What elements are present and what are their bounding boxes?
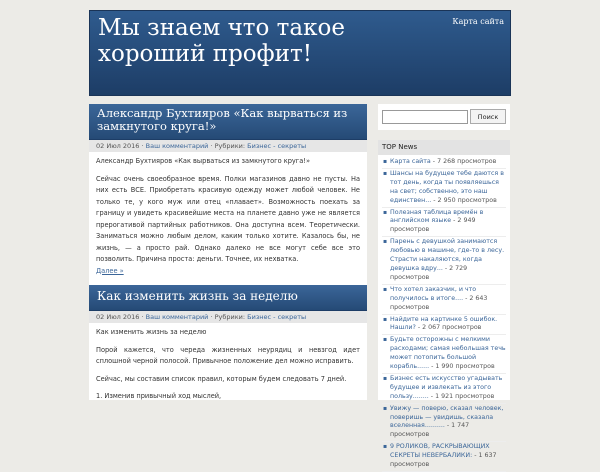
- page-wrapper: [89, 10, 510, 469]
- top-news-link[interactable]: Бизнес есть искусство угадывать будущее и извлекать из этого пользу........: [390, 374, 503, 400]
- list-item: [382, 404, 506, 443]
- top-news-link[interactable]: Полезная таблица времён в английском языке: [390, 208, 484, 225]
- post-title[interactable]: Как изменить жизнь за неделю: [89, 285, 367, 311]
- post-rubric-link[interactable]: Бизнес - секреты: [247, 142, 307, 150]
- top-news-link[interactable]: Найдите на картинке 5 ошибок. Нашли?: [390, 315, 498, 332]
- view-count: - 2 643 просмотров: [390, 294, 488, 311]
- site-title[interactable]: Мы знаем что такое хороший профит!: [98, 15, 345, 67]
- post-intro: Александр Бухтияров «Как вырваться из замкнутого круга!»: [96, 157, 310, 165]
- view-count: - 1 921 просмотров: [428, 392, 495, 400]
- sidebar: [378, 104, 510, 469]
- list-item: [382, 208, 506, 238]
- post-paragraph: 1. Изменив привычный ход мыслей,: [96, 392, 222, 400]
- post-paragraph: Сейчас, мы составим список правил, которым будем следовать 7 дней.: [96, 374, 347, 383]
- top-news-list: [378, 155, 510, 472]
- post-2: [89, 285, 367, 403]
- main-content: [89, 104, 367, 400]
- view-count: - 7 268 просмотров: [430, 158, 497, 165]
- list-item: [382, 157, 506, 169]
- post-body: [89, 323, 367, 403]
- post-comments-link[interactable]: Ваш комментарий: [145, 313, 209, 321]
- sitemap-link[interactable]: Карта сайта: [452, 17, 504, 26]
- post-date: 02 Июл 2016: [96, 142, 140, 150]
- post-1: [89, 104, 367, 277]
- top-news-widget: [378, 140, 510, 469]
- view-count: - 2 067 просмотров: [415, 324, 482, 332]
- widget-title: TOP News: [378, 140, 510, 155]
- view-count: - 2 950 просмотров: [431, 196, 497, 204]
- top-news-link[interactable]: Что хотел заказчик, и что получилось в итоге....: [390, 285, 477, 302]
- list-item: [382, 442, 506, 472]
- post-date: 02 Июл 2016: [96, 313, 140, 321]
- view-count: - 1 990 просмотров: [429, 363, 495, 371]
- list-item: [382, 285, 506, 315]
- list-item: [382, 374, 506, 404]
- search-button[interactable]: Поиск: [470, 109, 506, 124]
- top-news-link[interactable]: Шансы на будущее тебе даются в тот день, когда ты появляешься на свет; собственно, это наш единствен...: [390, 169, 504, 204]
- list-item: [382, 335, 506, 374]
- view-count: - 2 949 просмотров: [390, 217, 476, 234]
- post-rubric-label: Рубрики:: [214, 142, 246, 150]
- post-title[interactable]: Александр Бухтияров «Как вырваться из замкнутого круга!»: [89, 104, 367, 140]
- list-item: [382, 169, 506, 208]
- view-count: - 2 729 просмотров: [390, 264, 468, 281]
- top-news-link[interactable]: Будьте осторожны с мелкими расходами; самая небольшая течь может потопить большой корабль......: [390, 336, 506, 371]
- post-meta: 02 Июл 2016 · Ваш комментарий · Рубрики: Бизнес - секреты: [89, 311, 367, 323]
- post-paragraph: Порой кажется, что череда жизненных неурядиц и невзгод идет сплошной черной полосой. Привычное положение дел можно исправить.: [96, 345, 360, 365]
- post-comments-link[interactable]: Ваш комментарий: [145, 142, 209, 150]
- top-news-link[interactable]: Карта сайта: [390, 158, 431, 165]
- post-meta: 02 Июл 2016 · Ваш комментарий · Рубрики: Бизнес - секреты: [89, 140, 367, 152]
- search-box: [378, 104, 510, 130]
- view-count: - 1 637 просмотров: [390, 452, 497, 469]
- top-news-link[interactable]: 9 РОЛИКОВ, РАСКРЫВАЮЩИХ СЕКРЕТЫ НЕВЕРБАЛИКИ:: [390, 443, 490, 460]
- read-more-link[interactable]: Далее »: [96, 266, 124, 275]
- post-rubric-label: Рубрики:: [214, 313, 246, 321]
- view-count: - 1 747 просмотров: [390, 422, 470, 439]
- post-separator: [89, 277, 367, 285]
- post-text: Сейчас очень своеобразное время. Полки магазинов давно не пусты. На них есть ВСЕ. Приобретать красивую одежду может любой человек. Не только те, у кого муж или отец «плавает». Возможность поехать за границу и увидеть красивейшие места на планете давно уже не является прерогативой партийных работников. Она доступна всем. Теоретически. Заниматься можно любым делом, каким только хотите. Казалось бы, не жизнь, — а просто рай. Однако далеко не все могут себе все это позволить. Причина проста: деньги. Точнее, их нехватка. Далее »: [96, 174, 360, 275]
- post-rubric-link[interactable]: Бизнес - секреты: [247, 313, 307, 321]
- top-news-link[interactable]: Парень с девушкой занимаются любовью в машине, где-то в лесу. Страсти накаляются, когда девушка вдру...: [390, 238, 505, 272]
- list-item: [382, 315, 506, 336]
- post-paragraph: Как изменить жизнь за неделю: [96, 328, 207, 336]
- post-body: [89, 152, 367, 277]
- search-input[interactable]: [382, 110, 468, 124]
- top-news-link[interactable]: Увижу — поверю, сказал человек, поверишь — увидишь, сказала вселенная..........: [390, 404, 504, 430]
- site-header: [89, 10, 511, 96]
- list-item: [382, 237, 506, 285]
